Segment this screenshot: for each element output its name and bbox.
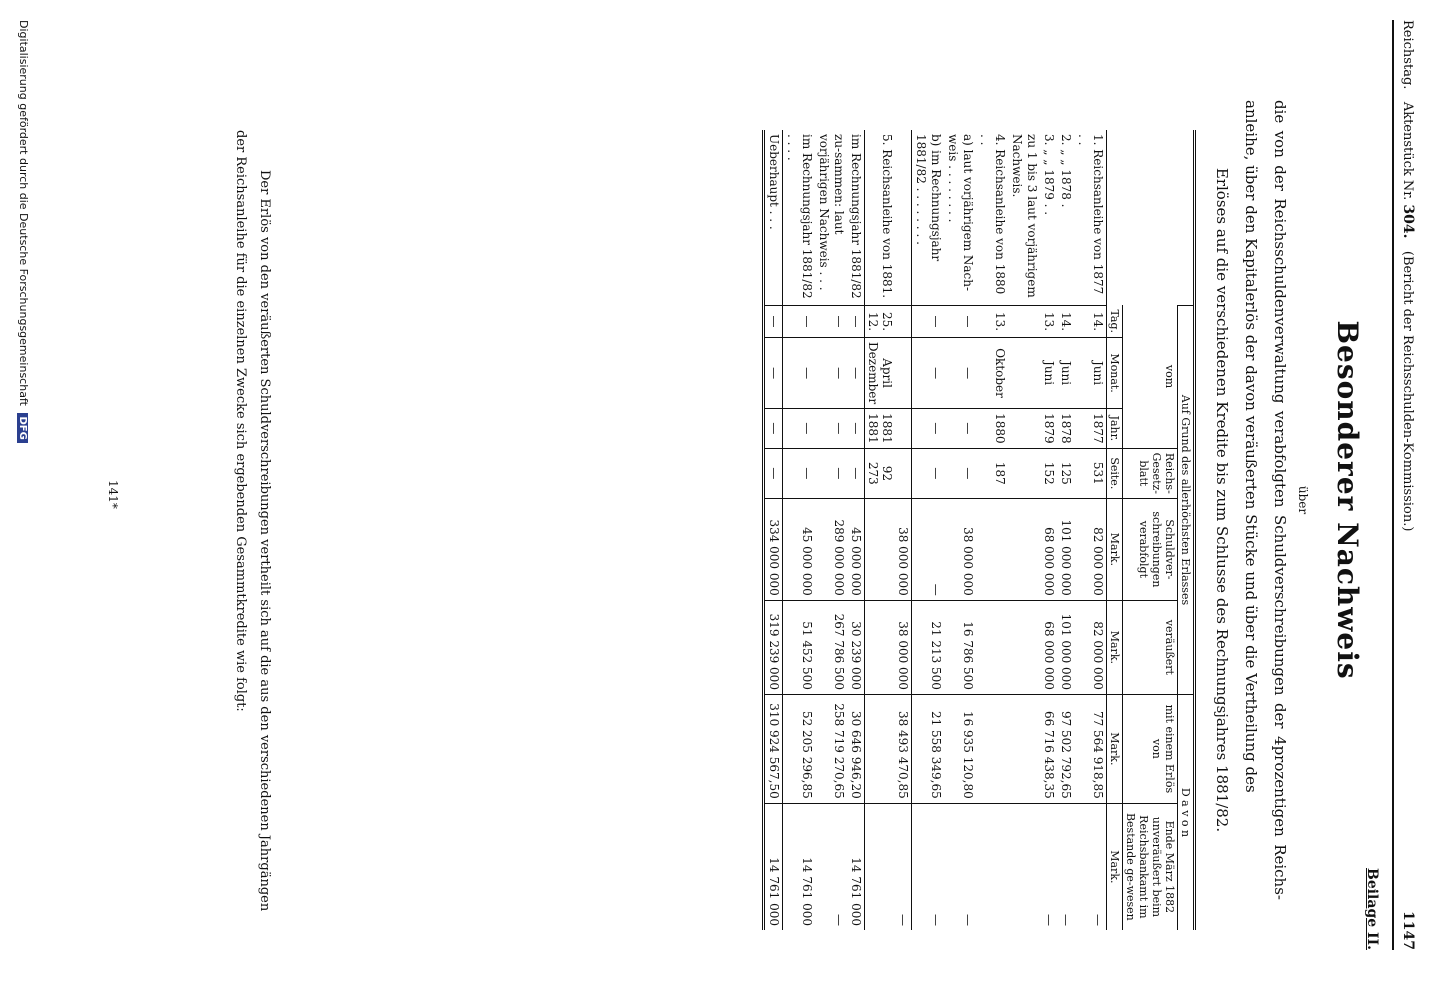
cell-jahr	[895, 409, 912, 449]
cell-erloes: 310 924 567,50	[764, 694, 783, 803]
cell-tag: 13.	[976, 305, 1008, 337]
table-row	[895, 130, 912, 930]
table-row	[815, 130, 847, 930]
description	[1207, 100, 1294, 900]
cell-bestand: —	[912, 803, 945, 930]
header-blank	[1107, 130, 1195, 305]
description-line-3: Erlöses auf die verschiedenen Kredite bis zum Schlusse des Rechnungsjahres 1881/82.	[1213, 167, 1231, 833]
cell-label: im Rechnungsjahr 1881/82 . . . .	[785, 134, 814, 299]
page-title: Besonderer Nachweis	[1331, 320, 1364, 680]
cell-tag: —	[783, 305, 816, 337]
header-commission: (Bericht der Reichsschulden-Kommission.)	[1400, 250, 1415, 532]
table-row	[976, 130, 1008, 930]
cell-tag: 13.	[1040, 305, 1057, 337]
cell-monat	[895, 338, 912, 409]
table-row	[847, 130, 865, 930]
table-row	[944, 130, 976, 930]
cell-label: zu-sammen: laut vorjährigen Nachweis . . .	[817, 134, 846, 291]
cell-monat: —	[847, 338, 865, 409]
table-row	[1040, 130, 1057, 930]
cell-monat: Juni	[1074, 338, 1107, 409]
cell-seite	[895, 448, 912, 498]
cell-erloes: 16 935 120,80	[944, 694, 976, 803]
running-header	[1392, 20, 1420, 950]
table-row	[783, 130, 816, 930]
cell-monat: —	[912, 338, 945, 409]
cell-seite: —	[944, 448, 976, 498]
cell-monat: —	[815, 338, 847, 409]
cell-schuld	[1008, 499, 1040, 601]
cell-seite: —	[783, 448, 816, 498]
table-row	[764, 130, 783, 930]
cell-label: a) laut vorjährigem Nach-weis . . . . . . . .	[946, 134, 975, 292]
cell-erloes: 52 205 296,85	[783, 694, 816, 803]
cell-jahr: —	[912, 409, 945, 449]
dfg-logo: DFG	[17, 413, 28, 442]
cell-monat: —	[783, 338, 816, 409]
cell-erloes: 21 558 349,65	[912, 694, 945, 803]
footer-line-2: der Reichsanleihe für die einzelnen Zwecke sich ergebenden Gesammtkredite wie folgt:	[233, 130, 248, 712]
cell-jahr: 1877	[1074, 409, 1107, 449]
cell-erloes	[865, 694, 896, 803]
header-mark-1: Mark.	[1107, 499, 1123, 601]
cell-label: 1. Reichsanleihe von 1877 . .	[1076, 134, 1105, 295]
cell-seite: 92 273	[865, 448, 896, 498]
cell-monat: April Dezember	[865, 338, 896, 409]
cell-schuld: 45 000 000	[847, 499, 865, 601]
description-line-1: die von der Reichsschuldenverwaltung verabfolgten Schuldverschreibungen der 4prozentigen Reichs-	[1271, 100, 1289, 900]
cell-tag: —	[912, 305, 945, 337]
cell-erloes: 97 502 792,65	[1057, 694, 1074, 803]
description-line-2: anleihe, über den Kapitalerlös der davon veräußerten Stücke und über die Vertheilung des	[1242, 100, 1260, 793]
cell-schuld: —	[912, 499, 945, 601]
cell-monat: —	[944, 338, 976, 409]
cell-bestand: —	[1057, 803, 1074, 930]
header-erloes: mit einem Erlös von	[1123, 694, 1178, 803]
cell-erloes: 30 646 946,20	[847, 694, 865, 803]
cell-schuld: 334 000 000	[764, 499, 783, 601]
header-schuld: Schuldver-schreibungen verabfolgt	[1123, 499, 1178, 601]
cell-bestand: —	[1040, 803, 1057, 930]
table-row	[1057, 130, 1074, 930]
cell-veraeussert: 68 000 000	[1040, 600, 1057, 694]
cell-tag	[1008, 305, 1040, 337]
digitization-text: Digitalisierung gefördert durch die Deutsche Forschungsgemeinschaft	[17, 20, 30, 406]
header-mark-4: Mark.	[1107, 803, 1123, 930]
cell-bestand: —	[1074, 803, 1107, 930]
cell-seite: —	[912, 448, 945, 498]
cell-seite: —	[764, 448, 783, 498]
cell-jahr: 1879	[1040, 409, 1057, 449]
header-davon: D a v o n	[1178, 694, 1195, 930]
cell-jahr	[1008, 409, 1040, 449]
cell-label: b) im Rechnungsjahr 1881/82 . . . . . . . .	[914, 134, 943, 262]
cell-veraeussert: 267 786 500	[815, 600, 847, 694]
cell-jahr: —	[847, 409, 865, 449]
header-rgbl: Reichs-Gesetz-blatt	[1123, 448, 1178, 498]
table-row	[865, 130, 896, 930]
cell-schuld: 82 000 000	[1074, 499, 1107, 601]
cell-label: 5. Reichsanleihe von 1881.	[880, 134, 894, 299]
cell-tag: —	[815, 305, 847, 337]
cell-label	[895, 130, 912, 305]
cell-tag: 14.	[1074, 305, 1107, 337]
cell-monat: —	[764, 338, 783, 409]
cell-schuld: 38 000 000	[944, 499, 976, 601]
cell-schuld	[865, 499, 896, 601]
table-row	[1008, 130, 1040, 930]
debt-table	[762, 130, 1196, 930]
signature-mark: 141*	[106, 480, 120, 509]
header-bestand: Ende März 1882 unveräußert beim Reichsbankamt im Bestande ge-wesen	[1123, 803, 1178, 930]
cell-erloes: 258 719 270,65	[815, 694, 847, 803]
table-row	[1074, 130, 1107, 930]
cell-erloes: 38 493 470,85	[895, 694, 912, 803]
cell-seite: 531	[1074, 448, 1107, 498]
cell-monat: Juni	[1040, 338, 1057, 409]
cell-schuld	[976, 499, 1008, 601]
cell-veraeussert: 319 239 000	[764, 600, 783, 694]
cell-bestand	[1008, 803, 1040, 930]
cell-schuld: 289 000 000	[815, 499, 847, 601]
cell-seite: 187	[976, 448, 1008, 498]
cell-veraeussert	[865, 600, 896, 694]
cell-label: zu 1 bis 3 laut vorjährigem Nachweis.	[1010, 134, 1039, 298]
cell-erloes	[1008, 694, 1040, 803]
cell-bestand: 14 761 000	[783, 803, 816, 930]
page-number: 1147	[1400, 911, 1416, 950]
header-tag: Tag.	[1107, 305, 1123, 337]
header-vom: vom	[1123, 305, 1178, 448]
cell-tag: 25. 12.	[865, 305, 896, 337]
header-monat: Monat.	[1107, 338, 1123, 409]
header-auf-grund: Auf Grund des allerhöchsten Erlasses	[1178, 305, 1195, 694]
cell-veraeussert: 30 239 000	[847, 600, 865, 694]
cell-bestand: 14 761 000	[847, 803, 865, 930]
cell-tag: —	[944, 305, 976, 337]
cell-veraeussert	[976, 600, 1008, 694]
header-aktenstueck: Aktenstück Nr.	[1400, 101, 1415, 201]
table-row	[912, 130, 945, 930]
cell-tag: —	[847, 305, 865, 337]
cell-seite: 125	[1057, 448, 1074, 498]
header-seite: Seite.	[1107, 448, 1123, 498]
cell-label: 4. Reichsanleihe von 1880 . .	[978, 134, 1007, 295]
cell-jahr: 1878	[1057, 409, 1074, 449]
cell-label: 3. „ „ 1879 . .	[1042, 134, 1056, 216]
cell-veraeussert: 21 213 500	[912, 600, 945, 694]
cell-jahr: —	[815, 409, 847, 449]
cell-schuld: 38 000 000	[895, 499, 912, 601]
header-mark-3: Mark.	[1107, 694, 1123, 803]
cell-jahr: 1880	[976, 409, 1008, 449]
cell-label: 2. „ „ 1878 .	[1059, 134, 1073, 208]
subtitle-ueber: über	[1296, 485, 1310, 515]
header-left	[1400, 20, 1416, 531]
cell-schuld: 68 000 000	[1040, 499, 1057, 601]
cell-jahr: 1881 1881	[865, 409, 896, 449]
cell-jahr: —	[764, 409, 783, 449]
cell-schuld: 101 000 000	[1057, 499, 1074, 601]
cell-jahr: —	[944, 409, 976, 449]
cell-monat: Oktober	[976, 338, 1008, 409]
cell-tag: —	[764, 305, 783, 337]
footer-line-1: Der Erlös von den veräußerten Schuldverschreibungen vertheilt sich auf die aus den verschiedenen Jahrgängen	[257, 170, 272, 912]
cell-bestand	[976, 803, 1008, 930]
cell-tag	[895, 305, 912, 337]
cell-bestand: —	[944, 803, 976, 930]
digitization-note	[17, 20, 30, 443]
cell-veraeussert: 51 452 500	[783, 600, 816, 694]
beilage-label: Beilage II.	[1364, 868, 1380, 950]
cell-jahr: —	[783, 409, 816, 449]
footer-text	[228, 130, 276, 930]
cell-bestand	[865, 803, 896, 930]
cell-bestand: 14 761 000	[764, 803, 783, 930]
header-reichstag: Reichstag.	[1400, 20, 1415, 90]
table-body	[764, 130, 1107, 930]
cell-bestand: —	[815, 803, 847, 930]
cell-schuld: 45 000 000	[783, 499, 816, 601]
cell-veraeussert: 38 000 000	[895, 600, 912, 694]
cell-veraeussert	[1008, 600, 1040, 694]
cell-monat: Juni	[1057, 338, 1074, 409]
cell-erloes	[976, 694, 1008, 803]
cell-seite: —	[815, 448, 847, 498]
cell-seite	[1008, 448, 1040, 498]
header-mark-2: Mark.	[1107, 600, 1123, 694]
cell-tag: 14.	[1057, 305, 1074, 337]
cell-bestand: —	[895, 803, 912, 930]
cell-veraeussert: 16 786 500	[944, 600, 976, 694]
header-number: 304.	[1400, 204, 1416, 239]
header-veraeussert: veräußert	[1123, 600, 1178, 694]
cell-seite: —	[847, 448, 865, 498]
cell-label: Ueberhaupt . . .	[764, 130, 783, 305]
cell-monat	[1008, 338, 1040, 409]
header-jahr: Jahr.	[1107, 409, 1123, 449]
cell-veraeussert: 82 000 000	[1074, 600, 1107, 694]
cell-veraeussert: 101 000 000	[1057, 600, 1074, 694]
cell-label: im Rechnungsjahr 1881/82	[847, 130, 865, 305]
cell-seite: 152	[1040, 448, 1057, 498]
cell-erloes: 66 716 438,35	[1040, 694, 1057, 803]
cell-erloes: 77 564 918,85	[1074, 694, 1107, 803]
